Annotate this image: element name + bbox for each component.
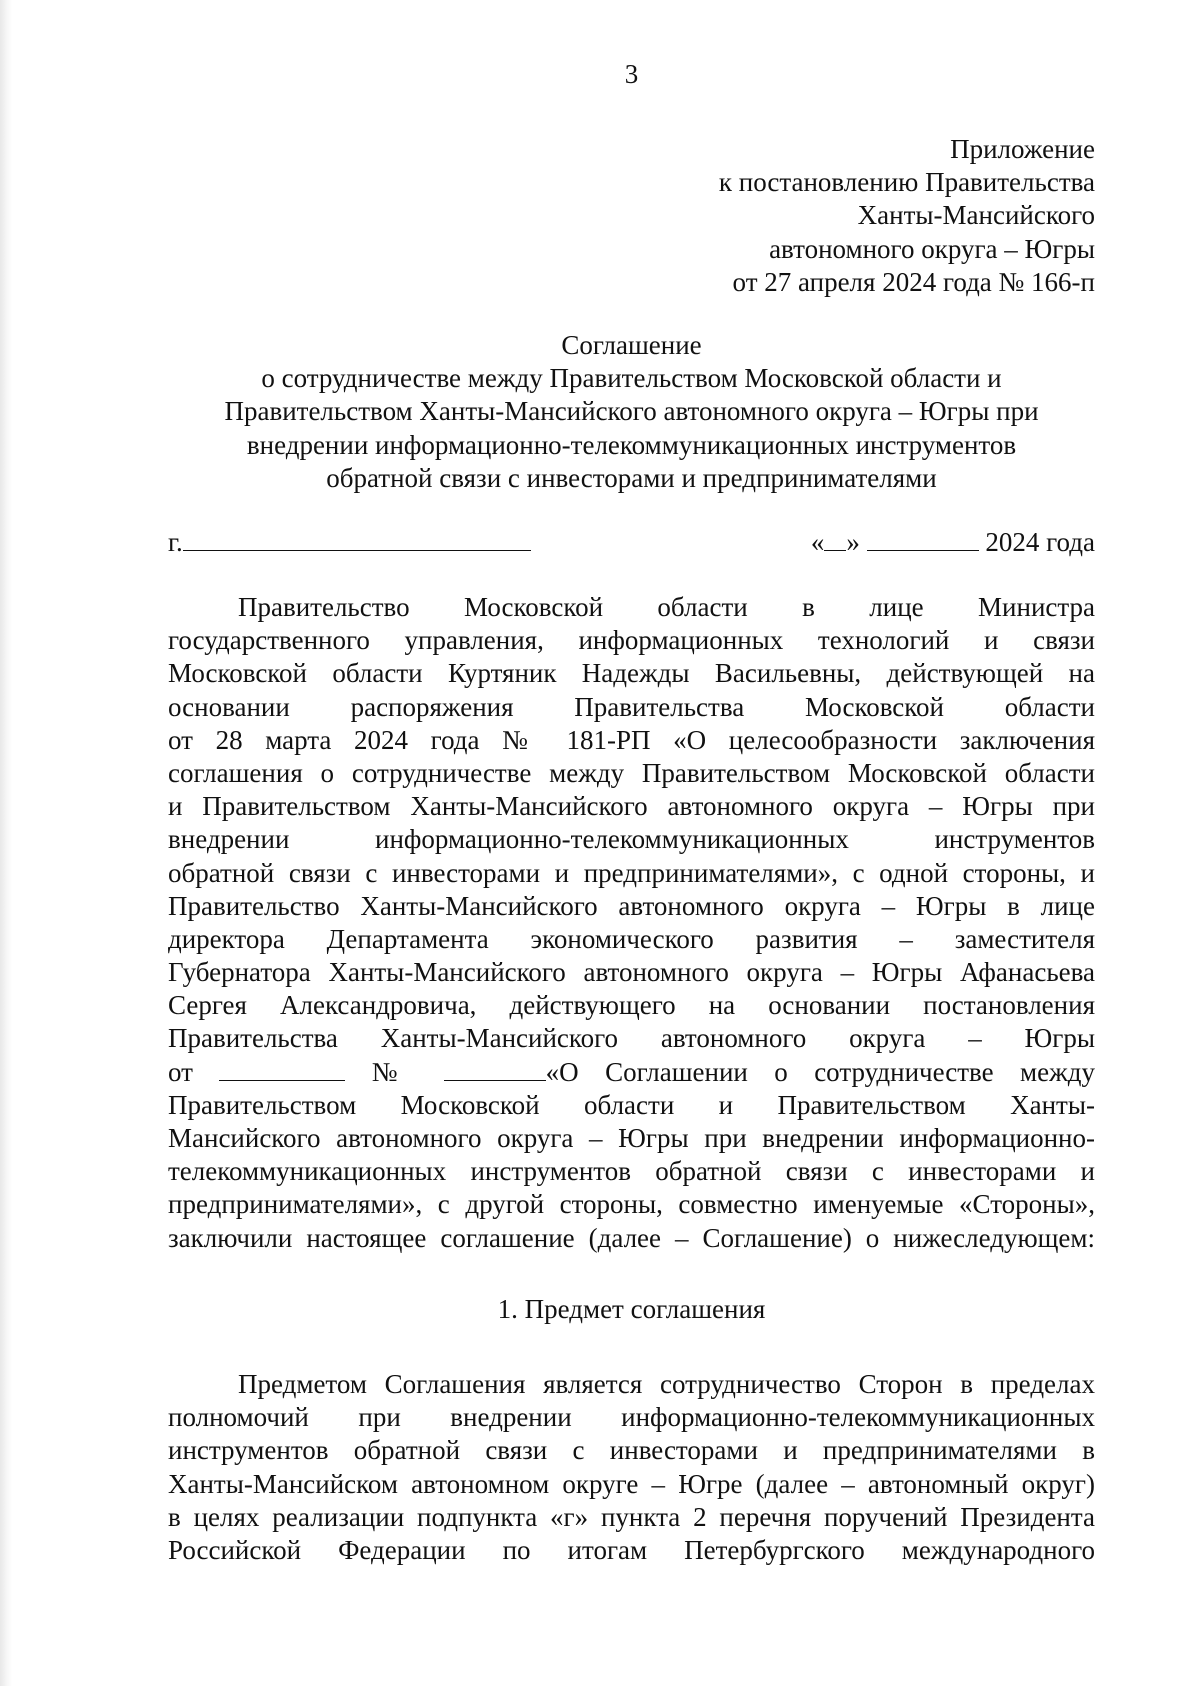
decree-date-blank-line: [219, 1056, 345, 1081]
appendix-line: от 27 апреля 2024 года № 166-п: [732, 266, 1095, 297]
paragraph-line: Предметом Соглашения является сотрудничество Сторон в пределах: [238, 1369, 1095, 1399]
appendix-line: Ханты-Мансийского: [857, 200, 1095, 231]
from-word: от: [168, 1056, 193, 1087]
paragraph-line: телекоммуникационных инструментов обратной связи с инвесторами и: [168, 1156, 1095, 1187]
month-blank-line: [867, 526, 979, 551]
paragraph-line: Губернатора Ханты-Мансийского автономного округа – Югры Афанасьева: [168, 957, 1095, 988]
appendix-line: автономного округа – Югры: [769, 233, 1095, 264]
paragraph-line: Сергея Александровича, действующего на основании постановления: [168, 990, 1095, 1021]
paragraph-line: Российской Федерации по итогам Петербургского международного: [168, 1534, 1095, 1565]
document-title: [168, 329, 1095, 495]
decree-title-start: «О Соглашении о сотрудничестве между: [545, 1056, 1096, 1087]
paragraph-line: предпринимателями», с другой стороны, совместно именуемые «Стороны»,: [168, 1189, 1095, 1220]
place-blank-line: [183, 526, 531, 551]
date-open-quote: «: [810, 527, 825, 557]
paragraph-line: Ханты-Мансийском автономном округе – Югре (далее – автономный округ): [168, 1468, 1095, 1499]
decree-number-blank-line: [444, 1056, 546, 1081]
section-heading: 1. Предмет соглашения: [497, 1294, 766, 1324]
title-line: о сотрудничестве между Правительством Московской области и: [261, 363, 1002, 394]
place-prefix: г.: [168, 527, 183, 557]
day-blank-line: [824, 526, 846, 551]
place-date-row: [168, 526, 1095, 560]
paragraph-line: основании распоряжения Правительства Московской области: [168, 691, 1095, 722]
paragraph-line: и Правительством Ханты-Мансийского автономного округа – Югры при: [168, 791, 1095, 822]
title-line: Соглашение: [561, 330, 702, 360]
date-field: [811, 526, 1095, 559]
paragraph-line: государственного управления, информационных технологий и связи: [168, 625, 1095, 656]
title-line: внедрении информационно-телекоммуникационных инструментов: [246, 429, 1017, 460]
paragraph-line-with-blanks: [168, 1056, 1095, 1089]
paragraph-line: Правительством Московской области и Правительством Ханты-: [168, 1089, 1095, 1120]
paragraph-line: полномочий при внедрении информационно-телекоммуникационных: [168, 1402, 1095, 1433]
preamble-paragraph: [168, 591, 1095, 1255]
scan-edge-shadow: [0, 0, 12, 1686]
appendix-block: [719, 133, 1095, 299]
number-sign: №: [371, 1056, 418, 1087]
paragraph-line: директора Департамента экономического развития – заместителя: [168, 923, 1095, 954]
title-line: обратной связи с инвесторами и предпринимателями: [326, 462, 937, 493]
paragraph-line: инструментов обратной связи с инвесторами и предпринимателями в: [168, 1435, 1095, 1466]
appendix-line: Приложение: [950, 134, 1095, 164]
appendix-line: к постановлению Правительства: [718, 167, 1095, 198]
date-close-quote: »: [846, 527, 860, 557]
paragraph-line: внедрении информационно-телекоммуникационных инструментов: [168, 824, 1095, 855]
paragraph-line: Правительства Ханты-Мансийского автономного округа – Югры: [168, 1023, 1095, 1054]
date-year: 2024 года: [985, 527, 1095, 557]
paragraph-line: Мансийского автономного округа – Югры при внедрении информационно-: [168, 1123, 1095, 1153]
place-field: [168, 526, 531, 559]
paragraph-line: соглашения о сотрудничестве между Правительством Московской области: [168, 757, 1095, 788]
page-number: 3: [624, 59, 639, 89]
paragraph-line: Московской области Куртяник Надежды Васильевны, действующей на: [168, 658, 1095, 689]
paragraph-line: обратной связи с инвесторами и предпринимателями», с одной стороны, и: [168, 857, 1095, 888]
paragraph-line: заключили настоящее соглашение (далее – Соглашение) о нижеследующем:: [168, 1222, 1095, 1253]
paragraph-line: Правительство Ханты-Мансийского автономного округа – Югры в лице: [168, 890, 1095, 921]
paragraph-line: в целях реализации подпункта «г» пункта 2 перечня поручений Президента: [168, 1501, 1095, 1532]
section-paragraph: [168, 1368, 1095, 1567]
title-line: Правительством Ханты-Мансийского автономного округа – Югры при: [224, 396, 1039, 427]
paragraph-line: от 28 марта 2024 года № 181-РП «О целесообразности заключения: [168, 724, 1095, 755]
paragraph-line: Правительство Московской области в лице Министра: [238, 592, 1095, 622]
